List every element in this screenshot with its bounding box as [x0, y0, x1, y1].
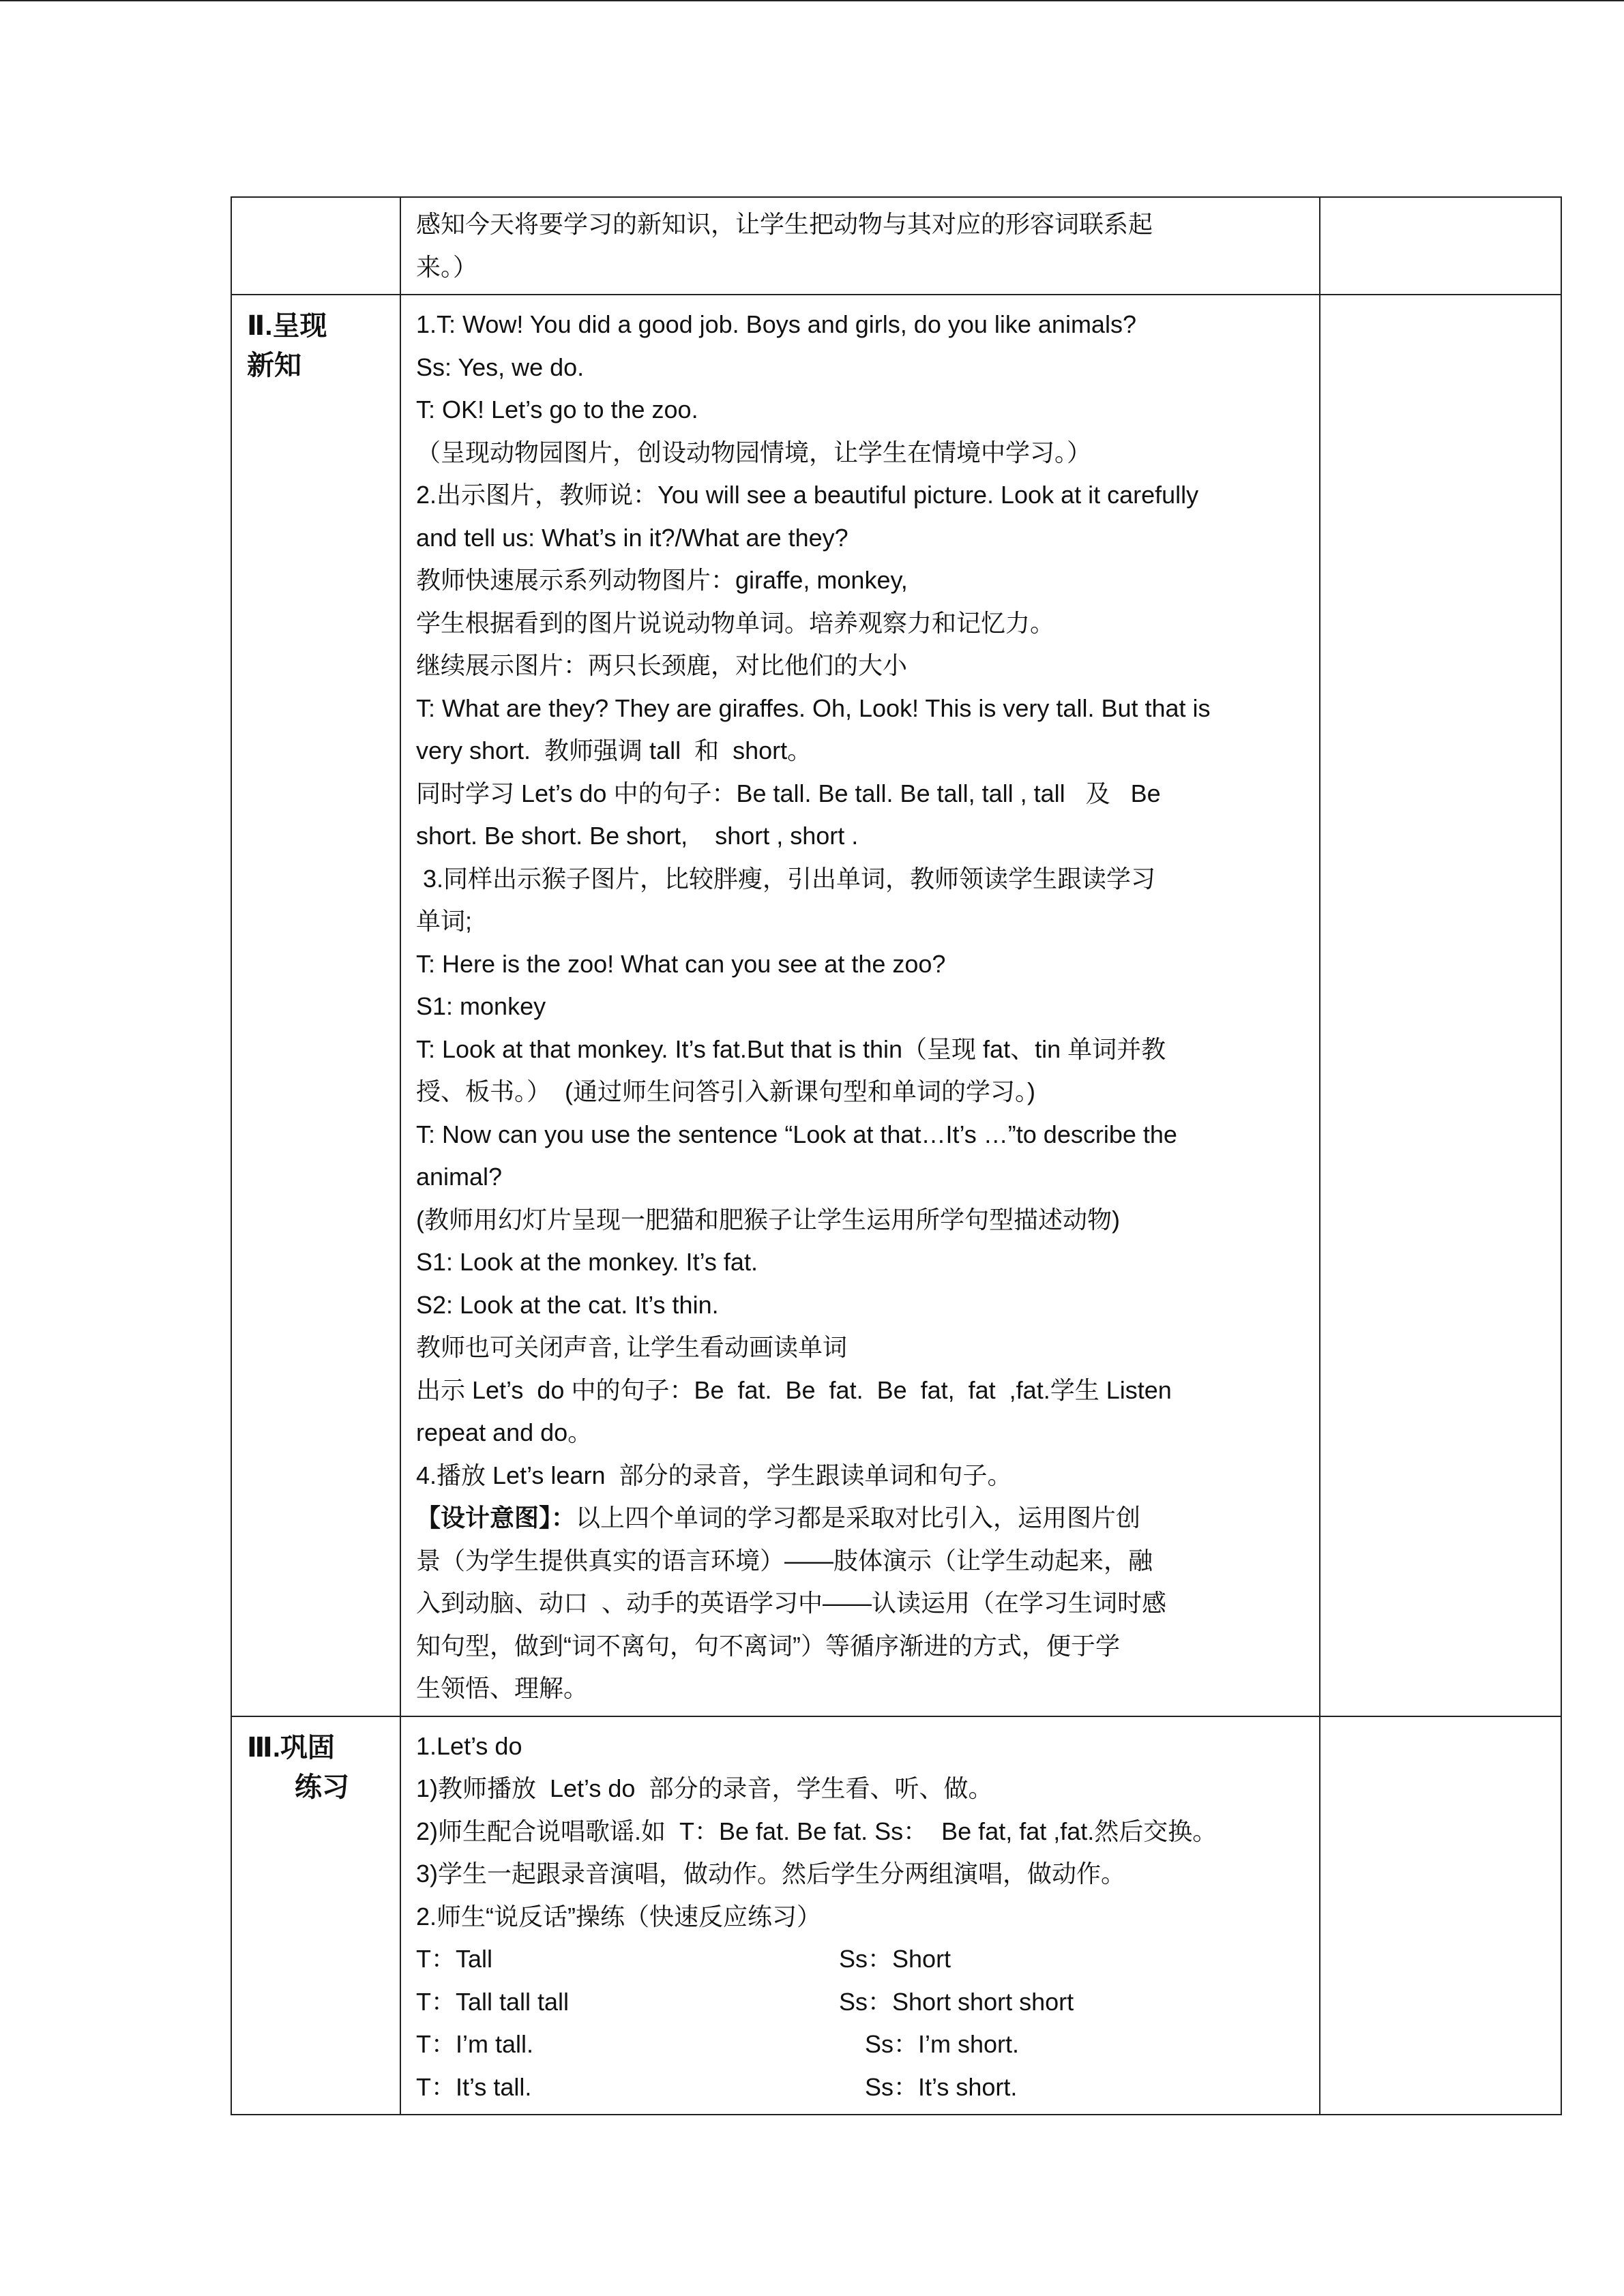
drill-pair	[416, 2066, 1304, 2109]
practice-line: 2.师生“说反话”操练（快速反应练习）	[416, 1902, 822, 1930]
design-intent-label: 【设计意图】：	[416, 1504, 576, 1532]
intro-line: 来。）	[416, 252, 478, 281]
present-line: T: Here is the zoo! What can you see at the zoo?	[416, 949, 946, 978]
practice-label-cell	[231, 1716, 400, 2115]
present-line: 继续展示图片：两只长颈鹿，对比他们的大小	[416, 651, 908, 679]
present-line: 出示 Let’s do 中的句子：Be fat. Be fat. Be fat, fat ,fat.学生 Listen	[416, 1375, 1172, 1404]
present-content-cell	[400, 295, 1320, 1716]
present-line: 教师也可关闭声音, 让学生看动画读单词	[416, 1333, 848, 1361]
present-line: animal?	[416, 1163, 503, 1191]
drill-pair	[416, 1938, 1304, 1981]
present-label-line1: Ⅱ.呈现	[247, 311, 327, 341]
present-line: T: OK! Let’s go to the zoo.	[416, 396, 698, 423]
design-intent-line: 生领悟、理解。	[416, 1674, 589, 1702]
practice-line: 2)师生配合说唱歌谣.如 T：Be fat. Be fat. Ss： Be fat, fat ,fat.然后交换。	[416, 1817, 1217, 1845]
present-line: 单词;	[416, 907, 473, 935]
present-label-cell	[231, 295, 400, 1716]
present-line: (教师用幻灯片呈现一肥猫和肥猴子让学生运用所学句型描述动物)	[416, 1205, 1120, 1234]
present-line: very short. 教师强调 tall 和 short。	[416, 736, 812, 764]
present-line: 教师快速展示系列动物图片：giraffe, monkey,	[416, 566, 908, 594]
present-row	[231, 295, 1561, 1716]
present-line: S2: Look at the cat. It’s thin.	[416, 1290, 719, 1319]
present-line: Ss: Yes, we do.	[416, 353, 585, 381]
drill-students: Ss：It’s short.	[865, 2072, 1018, 2101]
present-line: 4.播放 Let’s learn 部分的录音，学生跟读单词和句子。	[416, 1461, 1012, 1489]
drill-teacher: T：Tall	[416, 1945, 493, 1973]
page-top-border	[0, 0, 1624, 1]
present-line: short. Be short. Be short, short , short .	[416, 822, 859, 850]
practice-notes-cell	[1320, 1716, 1561, 2115]
design-intent-line: 入到动脑、动口 、动手的英语学习中——认读运用（在学习生词时感	[416, 1589, 1167, 1617]
practice-label-line1: Ⅲ.巩固	[247, 1732, 335, 1763]
practice-content-cell	[400, 1716, 1320, 2115]
present-line: S1: Look at the monkey. It’s fat.	[416, 1248, 758, 1276]
drill-teacher: T：I’m tall.	[416, 2030, 534, 2058]
practice-line: 1.Let’s do	[416, 1731, 522, 1760]
intro-label-cell	[231, 197, 400, 295]
lesson-plan-table	[231, 196, 1562, 2115]
design-intent-line: 知句型，做到“词不离句，句不离词”）等循序渐进的方式，便于学	[416, 1631, 1120, 1660]
design-intent-line: 景（为学生提供真实的语言环境）——肢体演示（让学生动起来，融	[416, 1546, 1153, 1575]
practice-row	[231, 1716, 1561, 2115]
present-line: 2.出示图片，教师说：You will see a beautiful picture. Look at it carefully	[416, 481, 1199, 509]
present-line: S1: monkey	[416, 992, 546, 1020]
drill-teacher: T：It’s tall.	[416, 2072, 532, 2101]
present-line: 3.同样出示猴子图片，比较胖瘦，引出单词，教师领读学生跟读学习	[416, 864, 1156, 893]
drill-students: Ss：Short short short	[839, 1987, 1074, 2016]
present-notes-cell	[1320, 295, 1561, 1716]
intro-line: 感知今天将要学习的新知识，让学生把动物与其对应的形容词联系起	[416, 210, 1153, 238]
present-line: 授、板书。） (通过师生问答引入新课句型和单词的学习。)	[416, 1077, 1035, 1105]
present-label-line2: 新知	[247, 351, 301, 381]
present-line: T: What are they? They are giraffes. Oh, Look! This is very tall. But that is	[416, 694, 1211, 722]
present-line: repeat and do。	[416, 1418, 593, 1446]
practice-line: 1)教师播放 Let’s do 部分的录音，学生看、听、做。	[416, 1774, 993, 1802]
intro-row	[231, 197, 1561, 295]
practice-line: 3)学生一起跟录音演唱，做动作。然后学生分两组演唱，做动作。	[416, 1860, 1126, 1888]
practice-label-line2: 练习	[295, 1772, 349, 1802]
present-line: （呈现动物园图片，创设动物园情境，让学生在情境中学习。）	[416, 438, 1092, 466]
design-intent-first-line	[416, 1497, 1304, 1540]
drill-students: Ss：I’m short.	[865, 2030, 1020, 2058]
drill-pair	[416, 1981, 1304, 2024]
present-line: 学生根据看到的图片说说动物单词。培养观察力和记忆力。	[416, 608, 1055, 637]
drill-teacher: T：Tall tall tall	[416, 1987, 570, 2016]
drill-pair	[416, 2023, 1304, 2066]
drill-students: Ss：Short	[839, 1945, 951, 1973]
present-line: and tell us: What’s in it?/What are they?	[416, 523, 848, 552]
present-line: 1.T: Wow! You did a good job. Boys and girls, do you like animals?	[416, 310, 1136, 338]
present-line: T: Now can you use the sentence “Look at that…It’s …”to describe the	[416, 1120, 1177, 1148]
present-line: T: Look at that monkey. It’s fat.But that is thin（呈现 fat、tin 单词并教	[416, 1034, 1166, 1063]
intro-notes-cell	[1320, 197, 1561, 295]
design-intent-text: 以上四个单词的学习都是采取对比引入，运用图片创	[576, 1504, 1141, 1532]
present-line: 同时学习 Let’s do 中的句子：Be tall. Be tall. Be tall, tall , tall 及 Be	[416, 779, 1161, 807]
intro-content-cell	[400, 197, 1320, 295]
